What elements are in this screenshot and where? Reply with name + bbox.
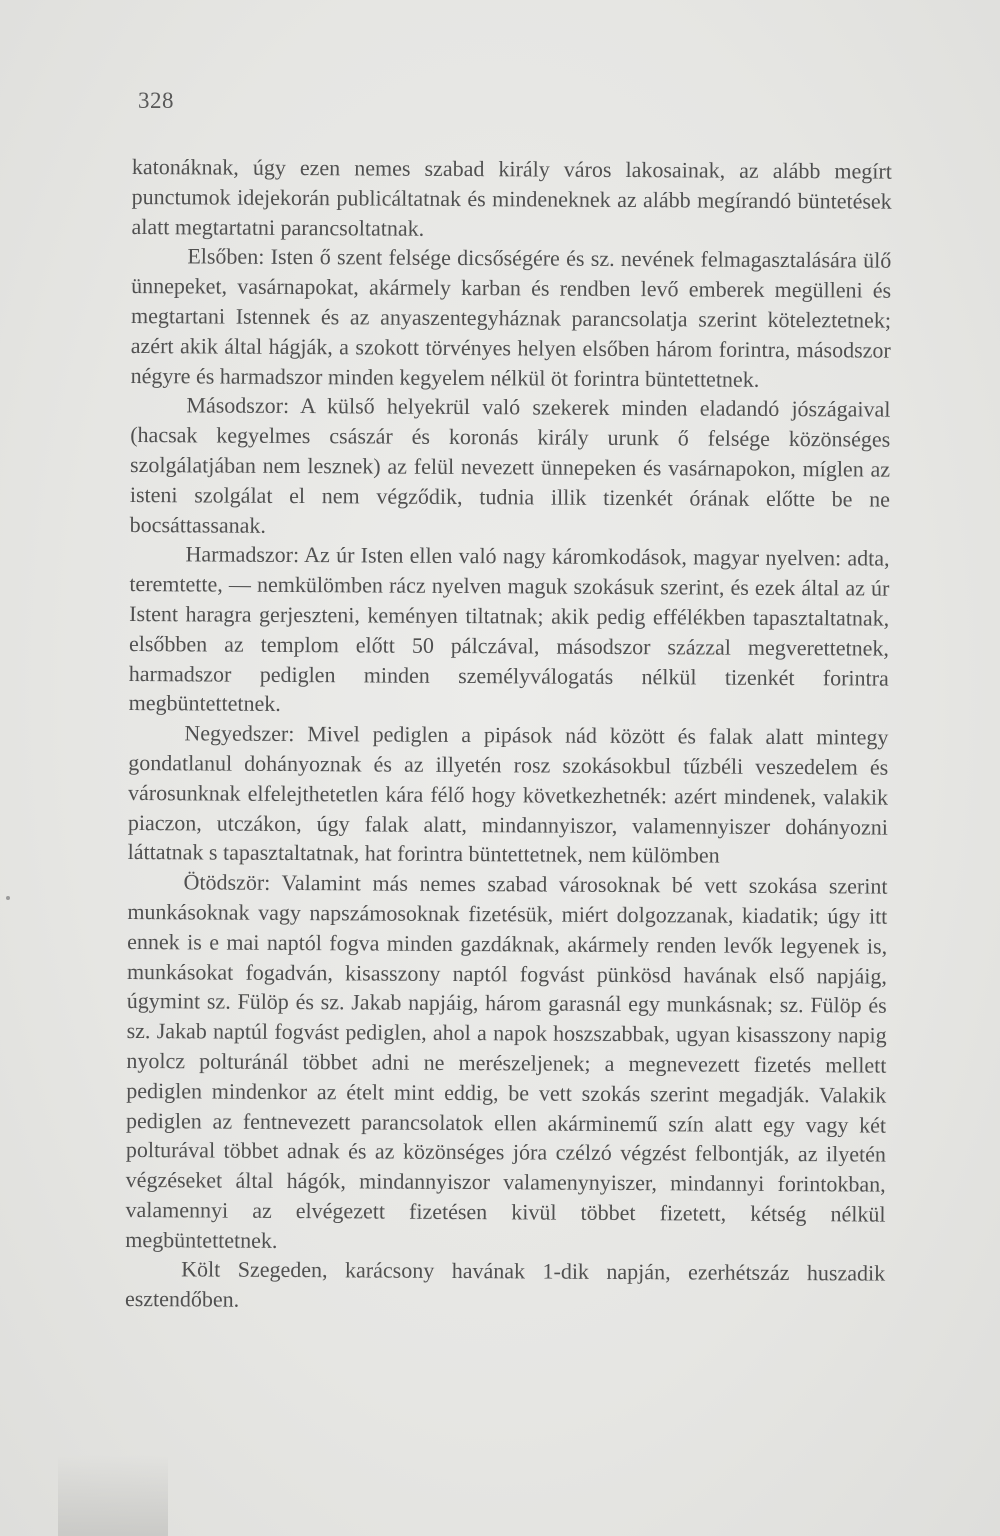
paragraph-second-article: Másodszor: A külső helyekrül való szekerek minden eladandó jószágaival (hacsak kegyelmes császár és koronás király urunk ő felsége közönséges szolgálatjában nem lesznek) az felül nevezett ünnepeken és vasárnapokon, míglen az isteni szolgálat el nem végződik, tudnia illik tizenkét órának előtte be ne bocsáttassanak. [129,392,891,538]
body-text [125,152,892,1319]
paragraph-first-article: Elsőben: Isten ő szent felsége dicsőségére és sz. nevének felmagasztalására ülő ünnepeket, vasárnapokat, akármely karban és rendben levő emberek megülleni és megtartani Istennek és az anyaszentegyháznak parancsolatja szerint köteleztetnek; azért akik által hágják, a szokott törvényes helyen elsőben három forintra, másodszor négyre és harmadszor minden kegyelem nélkül öt forintra büntettetnek. [130,243,892,392]
paragraph-closing-date: Költ Szegeden, karácsony havának 1-dik napján, ezerhétszáz huszadik esztendőben. [124,1256,886,1312]
paragraph-fifth-article: Ötödször: Valamint más nemes szabad városoknak bé vett szokása szerint munkásoknak vagy napszámosoknak fizetésük, miért dolgozzanak, kiadatik; úgy itt ennek is e mai naptól fogva minden gazdáknak, akármely renden levők legyenek is, munkásokat fogadván, kisasszony naptól fogvást pünkösd havának első napjáig, úgymint sz. Fülöp és sz. Jakab napjáig, három garasnál egy munkásnak; sz. Fülöp és sz. Jakab naptúl fogvást pediglen, ahol a napok hoszszabbak, ugyan kisasszony napig nyolcz polturánál többet adni ne merészeljenek; a megnevezett fizetés mellett pediglen mindenkor az ételt mint eddig, be vett szokás szerint megadják. Valakik pediglen az fentnevezett parancsolatok ellen akárminemű szín alatt egy vagy két polturával többet adnak és az közönséges jóra czélzó végzést felbontják, az ilyetén végzéseket által hágók, mindannyiszor valamenynyiszer, mindannyi forintokban, valamennyi az elvégezett fizetésen kivül többet fizetett, kétség nélkül megbüntettetnek. [125,869,888,1253]
paragraph-third-article: Harmadszor: Az úr Isten ellen való nagy káromkodások, magyar nyelven: adta, teremtette, — nemkülömben rácz nyelven maguk szokásuk szerint, és ezek által az úr Istent haragra gerjeszteni, keményen tiltatnak; akik pedig effélékben tapasztaltatnak, elsőbben az templom előtt 50 pálczával, másodszor százzal megverettetnek, harmadszor pediglen minden személyválogatás nélkül tizenkét forintra megbüntettetnek. [128,541,890,717]
paragraph-intro: katonáknak, úgy ezen nemes szabad király város lakosainak, az alább megírt punctumok idejekorán publicáltatnak és mindeneknek az alább megírandó büntetések alatt megtartatni parancsoltatnak. [131,153,892,241]
margin-speck [6,896,10,900]
paragraph-fourth-article: Negyedszer: Mivel pediglen a pipások nád között és falak alatt mintegy gondatlanul dohányoznak és az illyetén rosz szokásokbul tűzbéli veszedelem és városunknak elfelejthetetlen kára félő hogy következhetnék: azért mindenek, valakik piaczon, utczákon, úgy falak alatt, mindannyiszor, valamennyiszer dohányozni láttatnak s tapasztaltatnak, hat forintra büntettetnek, nem külömben [127,720,889,868]
page-number: 328 [138,88,174,113]
scan-shadow [58,1455,168,1536]
